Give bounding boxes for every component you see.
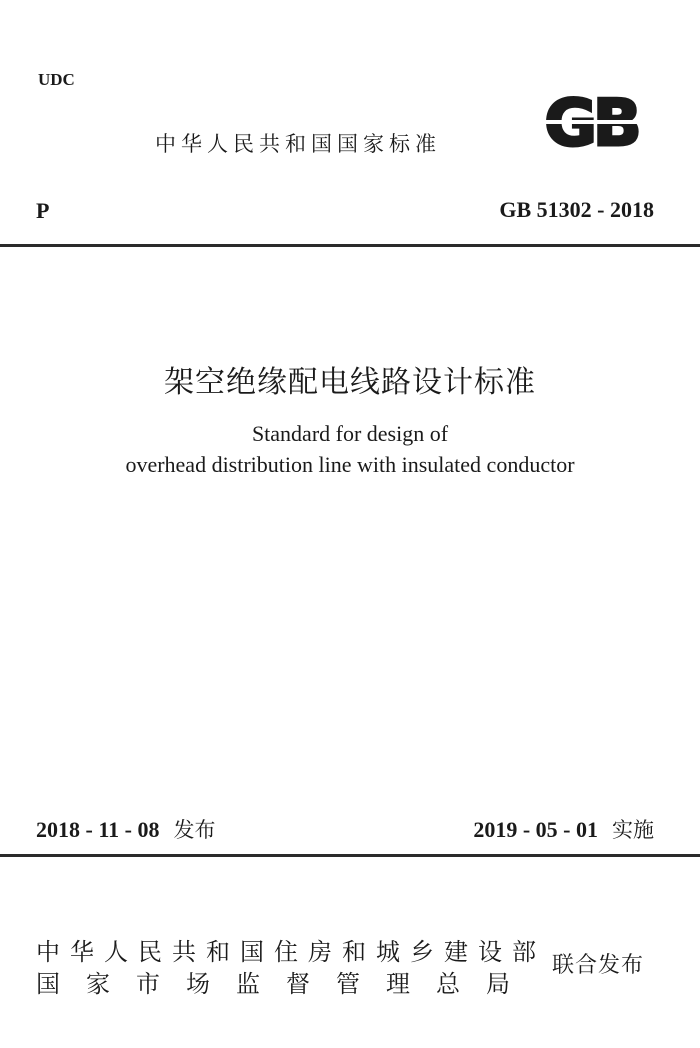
issue-date-block <box>36 814 215 844</box>
title-english-line2: overhead distribution line with insulated conductor <box>125 452 575 477</box>
issuer-line1: 中华人民共和国住房和城乡建设部 <box>36 938 546 966</box>
implement-label: 实施 <box>612 818 654 842</box>
top-divider <box>0 244 700 247</box>
udc-label: UDC <box>38 70 75 89</box>
category-code: P <box>36 198 50 223</box>
joint-issue-label: 联合发布 <box>552 953 645 978</box>
title-english-line1: Standard for design of <box>251 421 449 446</box>
issue-label: 发布 <box>173 818 216 842</box>
gb-logo-text: GB <box>544 93 638 151</box>
issue-date: 2018 - 11 - 08 <box>36 817 160 842</box>
gb-logo <box>528 93 654 151</box>
issuer-line2: 国家市场监督管理总局 <box>36 970 536 998</box>
implement-date: 2019 - 05 - 01 <box>473 817 598 842</box>
bottom-divider <box>0 854 700 857</box>
standard-number: GB 51302 - 2018 <box>499 197 654 222</box>
implement-date-block <box>473 814 654 844</box>
national-standard-heading: 中华人民共和国国家标准 <box>155 132 441 156</box>
title-chinese: 架空绝缘配电线路设计标准 <box>164 365 536 400</box>
